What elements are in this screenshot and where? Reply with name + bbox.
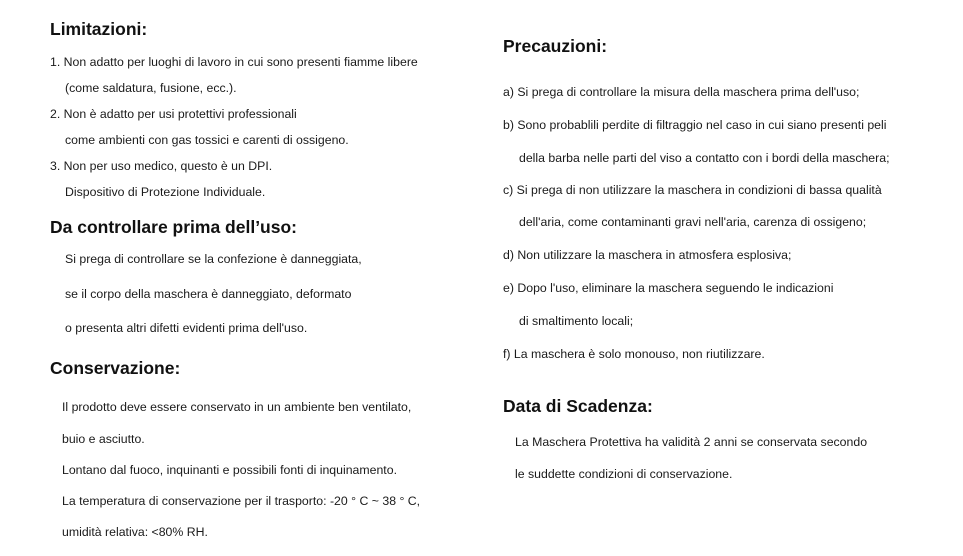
- conservazione-line: Il prodotto deve essere conservato in un ambiente ben ventilato,: [62, 400, 412, 414]
- precauzioni-line: di smaltimento locali;: [519, 314, 634, 328]
- controllo-line: se il corpo della maschera è danneggiato, deformato: [65, 287, 352, 301]
- heading-controllo: Da controllare prima dell’uso:: [50, 217, 297, 237]
- limitazioni-line: 2. Non è adatto per usi protettivi professionali: [50, 107, 297, 121]
- limitazioni-line: 1. Non adatto per luoghi di lavoro in cui sono presenti fiamme libere: [50, 55, 418, 69]
- limitazioni-line: 3. Non per uso medico, questo è un DPI.: [50, 159, 273, 173]
- heading-precauzioni: Precauzioni:: [503, 36, 608, 56]
- conservazione-line: La temperatura di conservazione per il trasporto: -20 ° C ~ 38 ° C,: [62, 494, 421, 508]
- precauzioni-line: della barba nelle parti del viso a contatto con i bordi della maschera;: [519, 151, 890, 165]
- precauzioni-line: b) Sono probablili perdite di filtraggio nel caso in cui siano presenti peli: [503, 118, 887, 132]
- limitazioni-line: (come saldatura, fusione, ecc.).: [65, 81, 237, 95]
- heading-scadenza: Data di Scadenza:: [503, 396, 653, 416]
- scadenza-line: La Maschera Protettiva ha validità 2 anni se conservata secondo: [515, 435, 868, 449]
- heading-limitazioni: Limitazioni:: [50, 19, 148, 39]
- conservazione-line: umidità relativa: <80% RH.: [62, 525, 208, 539]
- precauzioni-line: e) Dopo l'uso, eliminare la maschera seguendo le indicazioni: [503, 281, 834, 295]
- controllo-line: Si prega di controllare se la confezione è danneggiata,: [65, 252, 362, 266]
- conservazione-line: Lontano dal fuoco, inquinanti e possibili fonti di inquinamento.: [62, 463, 397, 477]
- precauzioni-line: c) Si prega di non utilizzare la maschera in condizioni di bassa qualità: [503, 183, 882, 197]
- precauzioni-line: a) Si prega di controllare la misura della maschera prima dell'uso;: [503, 85, 860, 99]
- precauzioni-line: dell'aria, come contaminanti gravi nell'aria, carenza di ossigeno;: [519, 215, 867, 229]
- scadenza-line: le suddette condizioni di conservazione.: [515, 467, 733, 481]
- controllo-line: o presenta altri difetti evidenti prima dell'uso.: [65, 321, 308, 335]
- precauzioni-line: f) La maschera è solo monouso, non riutilizzare.: [503, 347, 765, 361]
- conservazione-line: buio e asciutto.: [62, 432, 145, 446]
- precauzioni-line: d) Non utilizzare la maschera in atmosfera esplosiva;: [503, 248, 792, 262]
- limitazioni-line: Dispositivo di Protezione Individuale.: [65, 185, 266, 199]
- heading-conservazione: Conservazione:: [50, 358, 181, 378]
- limitazioni-line: come ambienti con gas tossici e carenti di ossigeno.: [65, 133, 349, 147]
